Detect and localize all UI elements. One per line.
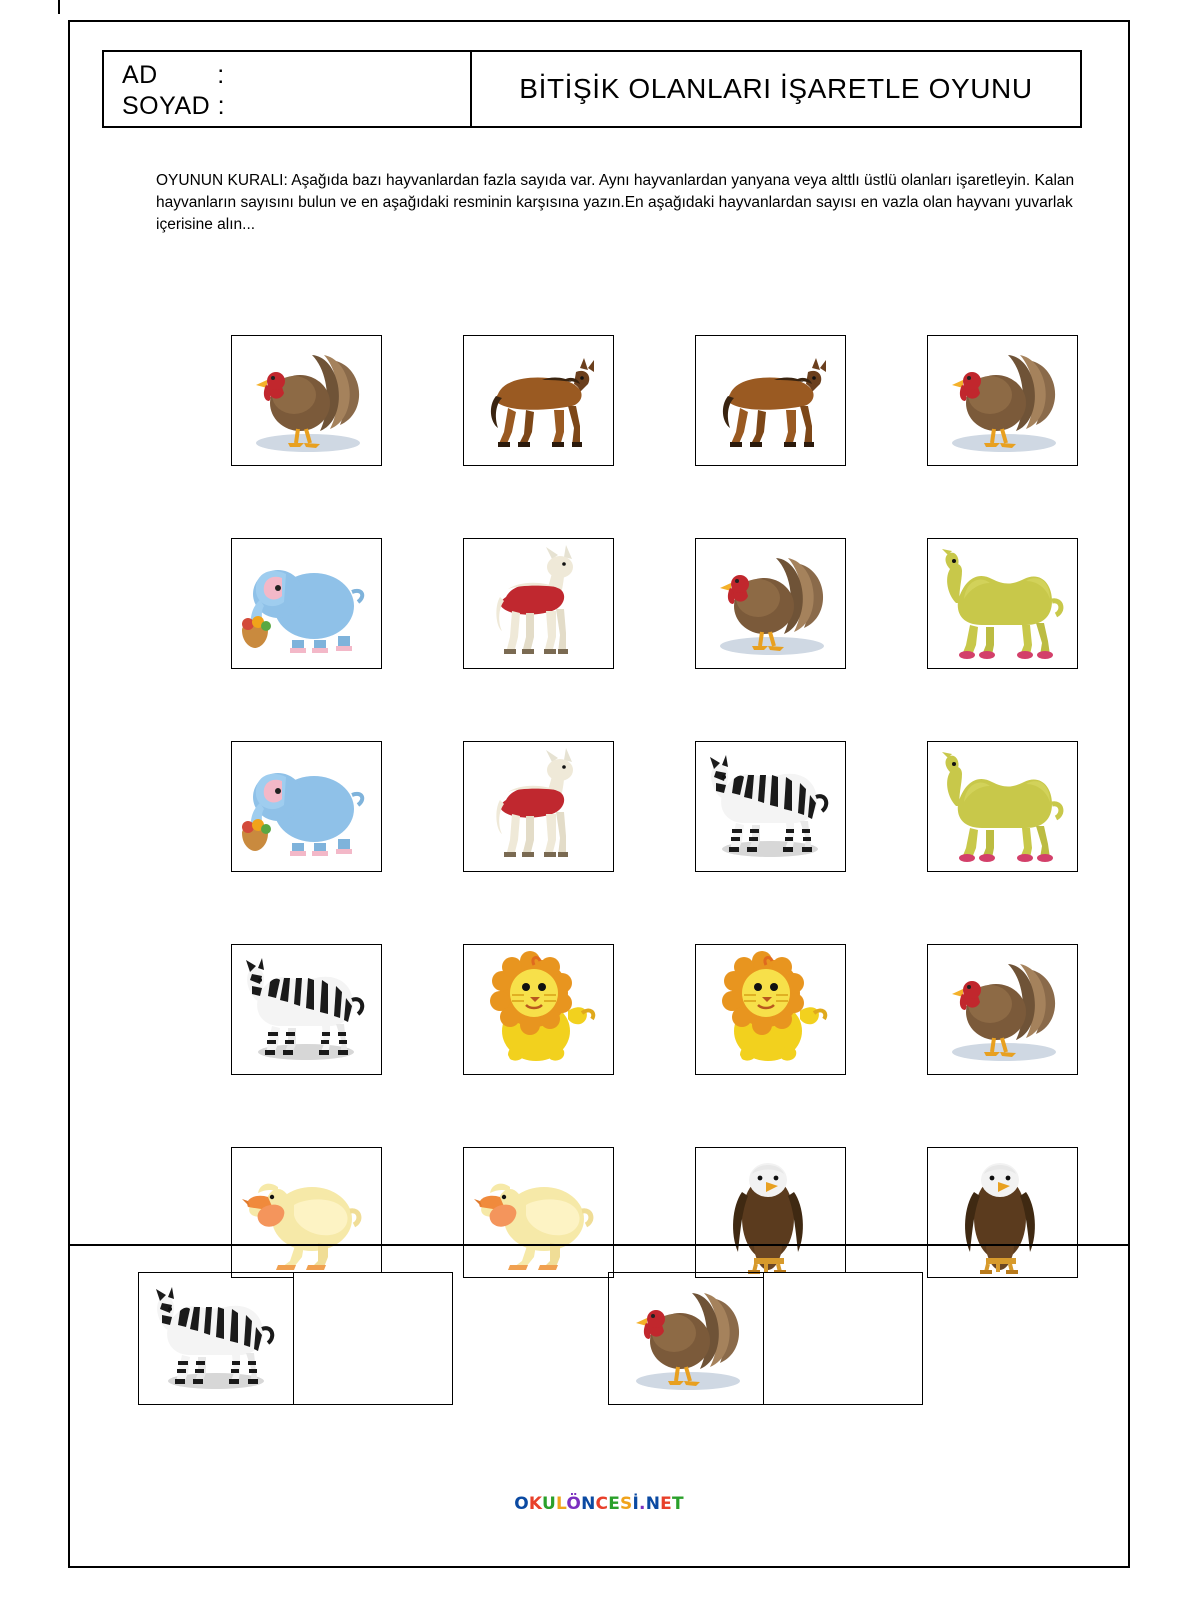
grid-cell xyxy=(190,502,422,705)
animal-card-turkey[interactable] xyxy=(231,335,382,466)
title-area xyxy=(472,52,1080,126)
animal-card-llama[interactable] xyxy=(463,538,614,669)
worksheet-page xyxy=(68,20,1130,1568)
page-corner-mark xyxy=(58,0,74,14)
horse-icon xyxy=(700,346,840,456)
turkey-icon xyxy=(616,1279,756,1399)
animal-card-llama[interactable] xyxy=(463,741,614,872)
grid-cell xyxy=(654,299,886,502)
animal-card-horse[interactable] xyxy=(463,335,614,466)
animal-card-camel[interactable] xyxy=(927,538,1078,669)
zebra-icon xyxy=(700,749,840,864)
turkey-icon xyxy=(700,544,840,664)
header-box xyxy=(102,50,1082,128)
answer-row[interactable] xyxy=(138,1272,453,1405)
animal-card-lion[interactable] xyxy=(695,944,846,1075)
zebra-icon xyxy=(236,952,376,1067)
animal-card-camel[interactable] xyxy=(927,741,1078,872)
grid-cell xyxy=(886,705,1118,908)
lion-icon xyxy=(700,947,840,1072)
animal-card-elephant[interactable] xyxy=(231,538,382,669)
student-name-fields xyxy=(104,52,472,126)
answer-section xyxy=(70,1244,1128,1424)
animal-card-horse[interactable] xyxy=(695,335,846,466)
surname-label: SOYAD : xyxy=(122,92,226,120)
elephant-icon xyxy=(234,747,379,867)
animal-card-zebra[interactable] xyxy=(695,741,846,872)
answer-animal-picture-turkey xyxy=(609,1273,764,1404)
answer-animal-picture-zebra xyxy=(139,1273,294,1404)
grid-cell xyxy=(190,705,422,908)
animal-grid xyxy=(190,299,1090,1314)
grid-cell xyxy=(886,908,1118,1111)
answer-row[interactable] xyxy=(608,1272,923,1405)
animal-card-zebra[interactable] xyxy=(231,944,382,1075)
turkey-icon xyxy=(932,950,1072,1070)
animal-card-turkey[interactable] xyxy=(695,538,846,669)
lion-icon xyxy=(468,947,608,1072)
name-label: AD : xyxy=(122,61,225,89)
grid-cell xyxy=(422,299,654,502)
llama-icon xyxy=(468,744,608,869)
elephant-icon xyxy=(234,544,379,664)
animal-card-turkey[interactable] xyxy=(927,944,1078,1075)
grid-cell xyxy=(886,502,1118,705)
grid-cell xyxy=(190,299,422,502)
animal-card-lion[interactable] xyxy=(463,944,614,1075)
page-title: BİTİŞİK OLANLARI İŞARETLE OYUNU xyxy=(519,73,1033,104)
animal-card-turkey[interactable] xyxy=(927,335,1078,466)
camel-icon xyxy=(930,744,1075,869)
grid-cell xyxy=(422,908,654,1111)
grid-cell xyxy=(654,502,886,705)
turkey-icon xyxy=(236,341,376,461)
answer-input-box[interactable] xyxy=(294,1273,452,1404)
footer xyxy=(70,1494,1128,1514)
zebra-icon xyxy=(146,1281,286,1396)
instructions-text: OYUNUN KURALI: Aşağıda bazı hayvanlardan fazla sayıda var. Aynı hayvanlardan yanyana veya alttlı üstlü olanları işaretleyin. Kalan hayvanların sayısını bulun ve en aşağıdaki resminin karşısına yazın.En aşağıdaki hayvanlardan sayısı en vazla olan hayvanı yuvarlak içerisine alın... xyxy=(156,172,1075,233)
grid-cell xyxy=(422,705,654,908)
site-logo: OKULÖNCESİ.NET xyxy=(514,1494,684,1514)
llama-icon xyxy=(468,541,608,666)
grid-cell xyxy=(654,908,886,1111)
grid-cell xyxy=(886,299,1118,502)
horse-icon xyxy=(468,346,608,456)
grid-cell xyxy=(190,908,422,1111)
turkey-icon xyxy=(932,341,1072,461)
answer-input-box[interactable] xyxy=(764,1273,922,1404)
camel-icon xyxy=(930,541,1075,666)
grid-cell xyxy=(654,705,886,908)
grid-cell xyxy=(422,502,654,705)
animal-card-elephant[interactable] xyxy=(231,741,382,872)
